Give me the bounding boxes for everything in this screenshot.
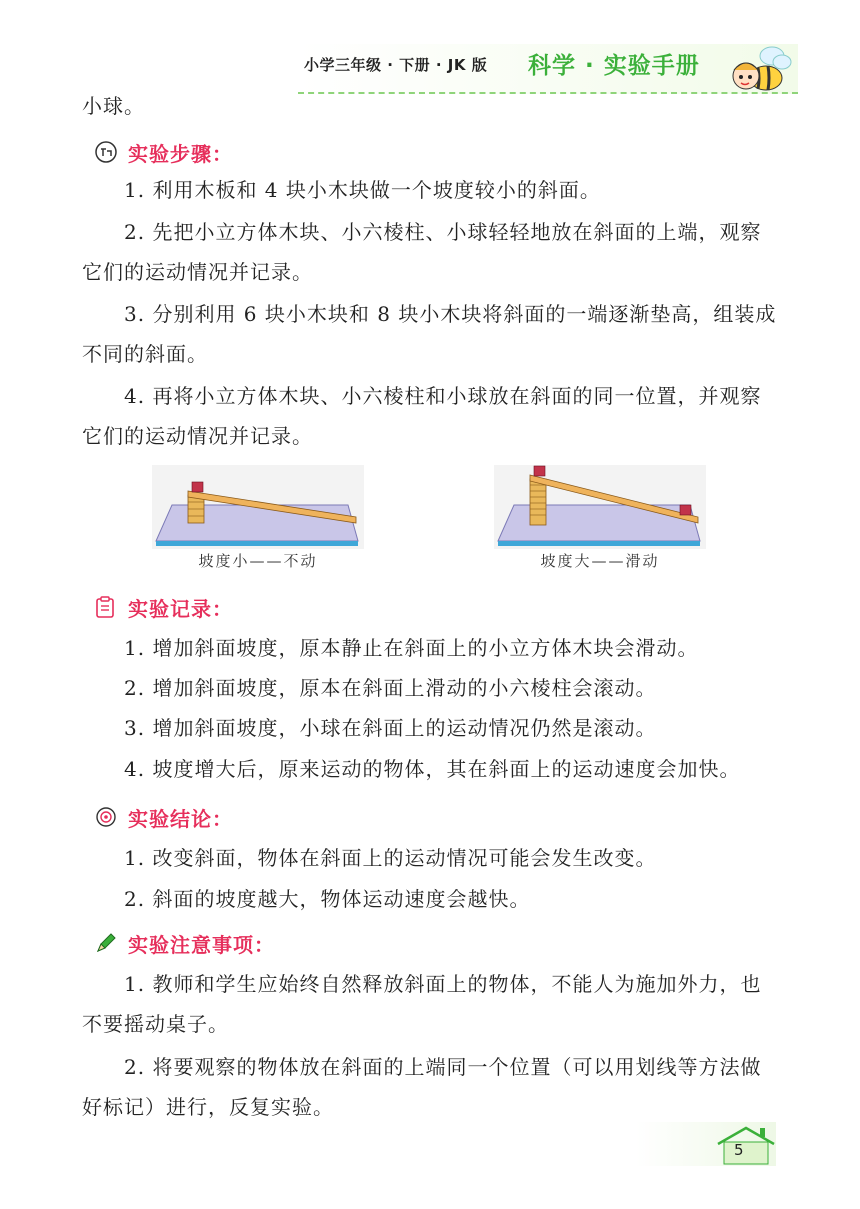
figure-caption: 坡度大——滑动 [540,552,660,570]
page-number: 5 [734,1141,744,1159]
notes-heading [128,929,275,958]
record-item: 4. 坡度增大后，原来运动的物体，其在斜面上的运动速度会加快。 [124,757,741,781]
record-heading-text: 实验记录： [128,597,233,621]
record-item: 2. 增加斜面坡度，原本在斜面上滑动的小六棱柱会滚动。 [124,676,657,700]
figure-caption: 坡度小——不动 [198,552,318,570]
notes-item: 1. 教师和学生应始终自然释放斜面上的物体，不能人为施加外力，也不要摇动桌子。 [82,972,762,1036]
steps-heading [128,138,233,167]
notes-item: 2. 将要观察的物体放在斜面的上端同一个位置（可以用划线等方法做好标记）进行，反复实验。 [82,1055,762,1119]
notes-heading-text: 实验注意事项： [128,933,275,957]
series-title: 科学 · 实验手册 [528,53,700,79]
conclusion-item: 1. 改变斜面，物体在斜面上的运动情况可能会发生改变。 [124,846,657,870]
continued-text: 小球。 [82,94,145,118]
step-item: 1. 利用木板和 4 块小木块做一个坡度较小的斜面。 [124,178,601,202]
record-item: 3. 增加斜面坡度，小球在斜面上的运动情况仍然是滚动。 [124,716,657,740]
page-number-badge [636,1122,776,1166]
ramp-large-illustration [494,465,706,549]
brain-icon [94,805,118,829]
step-item: 4. 再将小立方体木块、小六棱柱和小球放在斜面的同一位置，并观察它们的运动情况并记录。 [82,384,762,448]
figure-large-slope [494,465,706,573]
ramp-small-illustration [152,465,364,549]
record-heading [128,593,233,622]
pencil-icon [94,931,118,955]
record-item: 1. 增加斜面坡度，原本静止在斜面上的小立方体木块会滑动。 [124,636,699,660]
conclusion-heading [128,803,233,832]
conclusion-heading-text: 实验结论： [128,807,233,831]
conclusion-item: 2. 斜面的坡度越大，物体运动速度会越快。 [124,887,531,911]
book-info: 小学三年级 · 下册 · JK 版 [304,56,488,74]
steps-icon [94,140,118,164]
clipboard-icon [94,595,116,619]
figure-small-slope [152,465,364,573]
step-item: 3. 分别利用 6 块小木块和 8 块小木块将斜面的一端逐渐垫高，组装成不同的斜面。 [82,302,777,366]
step-item: 2. 先把小立方体木块、小六棱柱、小球轻轻地放在斜面的上端，观察它们的运动情况并记录。 [82,220,762,284]
steps-heading-text: 实验步骤： [128,142,233,166]
house-icon [636,1122,776,1166]
